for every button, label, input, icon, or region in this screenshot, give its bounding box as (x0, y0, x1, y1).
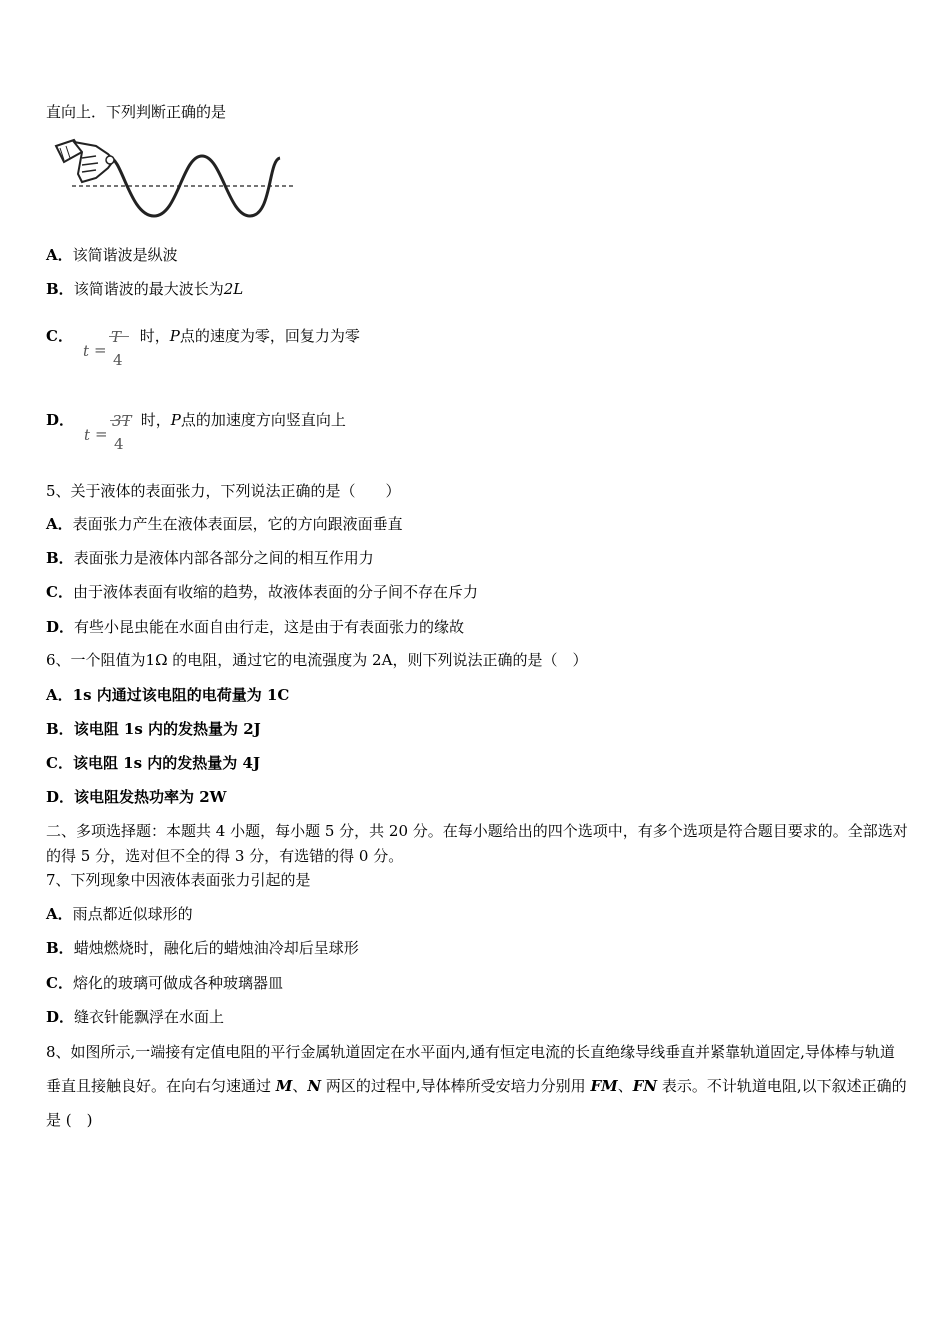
q5-option-c[interactable] (46, 582, 478, 602)
option-label: D． (46, 618, 75, 636)
formula-eq: = (95, 425, 108, 443)
option-text: 该电阻发热功率为 2W (74, 788, 227, 806)
q4-option-a[interactable] (46, 245, 178, 265)
q5-option-b[interactable] (46, 548, 374, 568)
q7-option-c[interactable] (46, 973, 283, 993)
q7-stem: 7、下列现象中因液体表面张力引起的是 (46, 871, 311, 889)
q6-option-c[interactable] (46, 753, 260, 773)
option-text: 点的速度为零，回复力为零 (179, 327, 360, 345)
q4-option-c[interactable] (46, 314, 360, 369)
formula-denominator: 4 (114, 435, 124, 453)
q5-option-a[interactable] (46, 514, 403, 534)
formula-t-eq-t-over-4 (82, 315, 131, 369)
option-label: B． (46, 549, 74, 567)
option-label: C． (46, 327, 73, 345)
q8-text: 表示。不计轨道电阻,以下叙述正确的是 ( ) (46, 1077, 907, 1129)
option-text: 雨点都近似球形的 (72, 905, 193, 923)
formula-numerator: 3T (112, 412, 132, 430)
option-label: A． (46, 246, 73, 264)
wave-figure (52, 138, 302, 223)
q8-stem (46, 1035, 908, 1137)
q7-option-a[interactable] (46, 904, 193, 924)
option-text: 时， (134, 327, 170, 345)
option-text: 表面张力是液体内部各部分之间的相互作用力 (73, 549, 374, 567)
q6-option-d[interactable] (46, 787, 227, 807)
q4-option-b[interactable] (46, 279, 243, 299)
option-text: 时， (136, 411, 171, 429)
fraction-bar (110, 420, 130, 421)
option-label: D． (46, 411, 75, 429)
fraction-bar (109, 336, 129, 337)
formula-denominator: 4 (112, 351, 123, 369)
option-label: A． (46, 686, 73, 704)
q5-stem: 5、关于液体的表面张力，下列说法正确的是（ ） (46, 482, 401, 500)
variable-2l: 2L (223, 280, 244, 298)
variable-p: P (169, 327, 180, 345)
region-n: N (307, 1077, 322, 1095)
option-text: 缝衣针能飘浮在水面上 (74, 1008, 225, 1026)
option-label: C． (46, 583, 73, 601)
separator: 、 (617, 1077, 633, 1095)
option-label: D． (46, 788, 75, 806)
formula-eq: = (93, 341, 107, 359)
q8-text: 8、如图所示,一端接有定值电阻的平行金属轨道固定在水平面内,通有恒定电流的长直绝缘导线垂直并紧靠轨道固定,导体棒与轨道垂直且接触良好。在向右匀速通过 (46, 1043, 895, 1095)
option-text: 蜡烛燃烧时，融化后的蜡烛油冷却后呈球形 (73, 939, 359, 957)
option-text: 熔化的玻璃可做成各种玻璃器皿 (72, 974, 283, 992)
q6-stem: 6、一个阻值为1Ω 的电阻，通过它的电流强度为 2A，则下列说法正确的是（ ） (46, 651, 588, 669)
option-label: A． (46, 905, 73, 923)
formula-t: t (84, 426, 91, 444)
variable-p: P (170, 411, 181, 429)
option-text: 该电阻 1s 内的发热量为 2J (73, 720, 261, 738)
option-text: 由于液体表面有收缩的趋势，故液体表面的分子间不存在斥力 (72, 583, 478, 601)
formula-numerator: T (110, 328, 121, 346)
option-label: A． (46, 515, 73, 533)
q7-option-b[interactable] (46, 938, 359, 958)
formula-t: t (82, 342, 89, 360)
force-fn: FN (632, 1077, 658, 1095)
option-text: 点的加速度方向竖直向上 (180, 411, 346, 429)
option-text: 1s 内通过该电阻的电荷量为 1C (72, 686, 290, 704)
option-text: 表面张力产生在液体表面层，它的方向跟液面垂直 (72, 515, 403, 533)
option-label: C． (46, 754, 73, 772)
q7-option-d[interactable] (46, 1007, 224, 1027)
option-text: 该简谐波是纵波 (72, 246, 178, 264)
q8-text: 两区的过程中,导体棒所受安培力分别用 (321, 1077, 591, 1095)
q6-option-a[interactable] (46, 685, 289, 705)
region-m: M (275, 1077, 293, 1095)
formula-t-eq-3t-over-4 (84, 399, 132, 453)
option-label: D． (46, 1008, 75, 1026)
separator: 、 (292, 1077, 308, 1095)
option-text: 该简谐波的最大波长为 (73, 280, 224, 298)
section-2-heading: 二、多项选择题：本题共 4 小题，每小题 5 分，共 20 分。在每小题给出的四个选项中，有多个选项是符合题目要求的。全部选对的得 5 分，选对但不全的得 3 分，有选错的得 0 分。 (46, 822, 908, 865)
force-fm: FM (590, 1077, 618, 1095)
q6-option-b[interactable] (46, 719, 261, 739)
hand-icon (56, 140, 114, 182)
option-text: 有些小昆虫能在水面自由行走，这是由于有表面张力的缘故 (74, 618, 465, 636)
q5-option-d[interactable] (46, 617, 464, 637)
option-text: 该电阻 1s 内的发热量为 4J (72, 754, 261, 772)
option-label: B． (46, 939, 74, 957)
question-intro: 直向上．下列判断正确的是 (46, 103, 227, 121)
option-label: C． (46, 974, 73, 992)
option-label: B． (46, 720, 74, 738)
option-label: B． (46, 280, 74, 298)
q4-option-d[interactable] (46, 398, 346, 453)
